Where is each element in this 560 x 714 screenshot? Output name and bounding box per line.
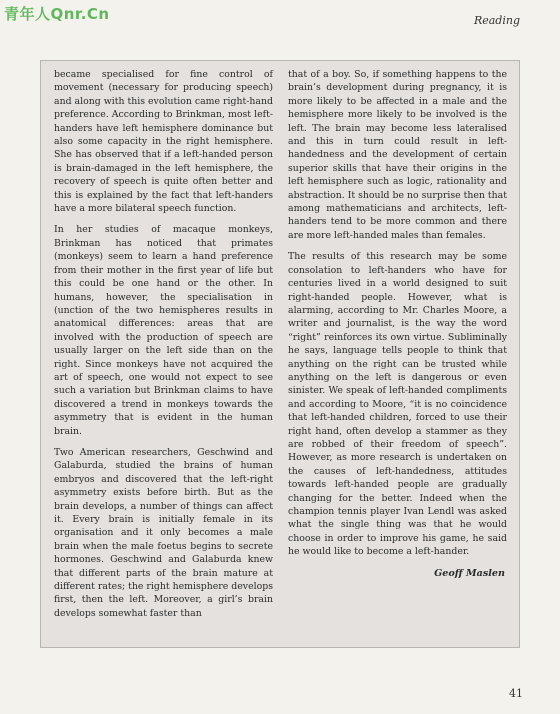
article-author: Geoff Maslen: [434, 567, 505, 579]
article-left-column: [54, 68, 273, 628]
paragraph: The results of this research may be some consolation to left-handers who have for centuries lived in a world designed to suit right-handed people. However, what is alarming, according to Mr. Charles Moore, a writer and journalist, is the way the word “right” reinforces its own virtue. Subliminally he says, language tells people to think that anything on the right can be trusted while anything on the left is dangerous or even sinister. We speak of left-handed compliments and according to Moore, “it is no coincidence that left-handed children, forced to use their right hand, often develop a stammer as they are robbed of their freedom of speech”. However, as more research is undertaken on the causes of left-handedness, attitudes towards left-handed people are gradually changing for the better. Indeed when the champion tennis player Ivan Lendl was asked what the single thing was that he would choose in order to improve his game, he said he would like to become a left-hander.: [288, 251, 507, 558]
page-number: 41: [509, 687, 523, 700]
section-title: Reading: [473, 14, 520, 27]
article-panel: [40, 60, 520, 648]
watermark-logo: 青年人Qnr.Cn: [4, 5, 110, 23]
paragraph: that of a boy. So, if something happens to the brain’s development during pregnancy, it is more likely to be affected in a male and the hemisphere more likely to be involved is the left. The brain may become less lateralised and this in turn could result in left-handedness and the development of certain superior skills that have their origins in the left hemisphere such as logic, rationality and abstraction. It should be no surprise then that among mathematicians and architects, left-handers tend to be more common and there are more left-handed males than females.: [288, 69, 508, 241]
paragraph: became specialised for fine control of movement (necessary for producing speech) and along with this evolution came right-hand preference. According to Brinkman, most left-handers have left hemisphere dominance but also some capacity in the right hemisphere. She has observed that if a left-handed person is brain-damaged in the left hemisphere, the recovery of speech is quite often better and this is explained by the fact that left-handers have a more bilateral speech function.: [54, 69, 273, 215]
article-right-column: [288, 68, 507, 580]
paragraph: In her studies of macaque monkeys, Brinkman has noticed that primates (monkeys) seem to learn a hand preference from their mother in the first year of life but this could be one hand or the other. In humans, however, the specialisation in (unction of the two hemispheres results in anatomical differences: areas that are involved with the production of speech are usually larger on the left side than on the right. Since monkeys have not acquired the art of speech, one would not expect to see such a variation but Brinkman claims to have discovered a trend in monkeys towards the asymmetry that is evident in the human brain.: [54, 224, 273, 437]
paragraph: Two American researchers, Geschwind and Galaburda, studied the brains of human embryos and discovered that the left-right asymmetry exists before birth. But as the brain develops, a number of things can affect it. Every brain is initially female in its organisation and it only becomes a male brain when the male foetus begins to secrete hormones. Geschwind and Galaburda knew that different parts of the brain mature at different rates; the right hemisphere develops first, then the left. Moreover, a girl’s brain develops somewhat faster than: [54, 446, 273, 619]
